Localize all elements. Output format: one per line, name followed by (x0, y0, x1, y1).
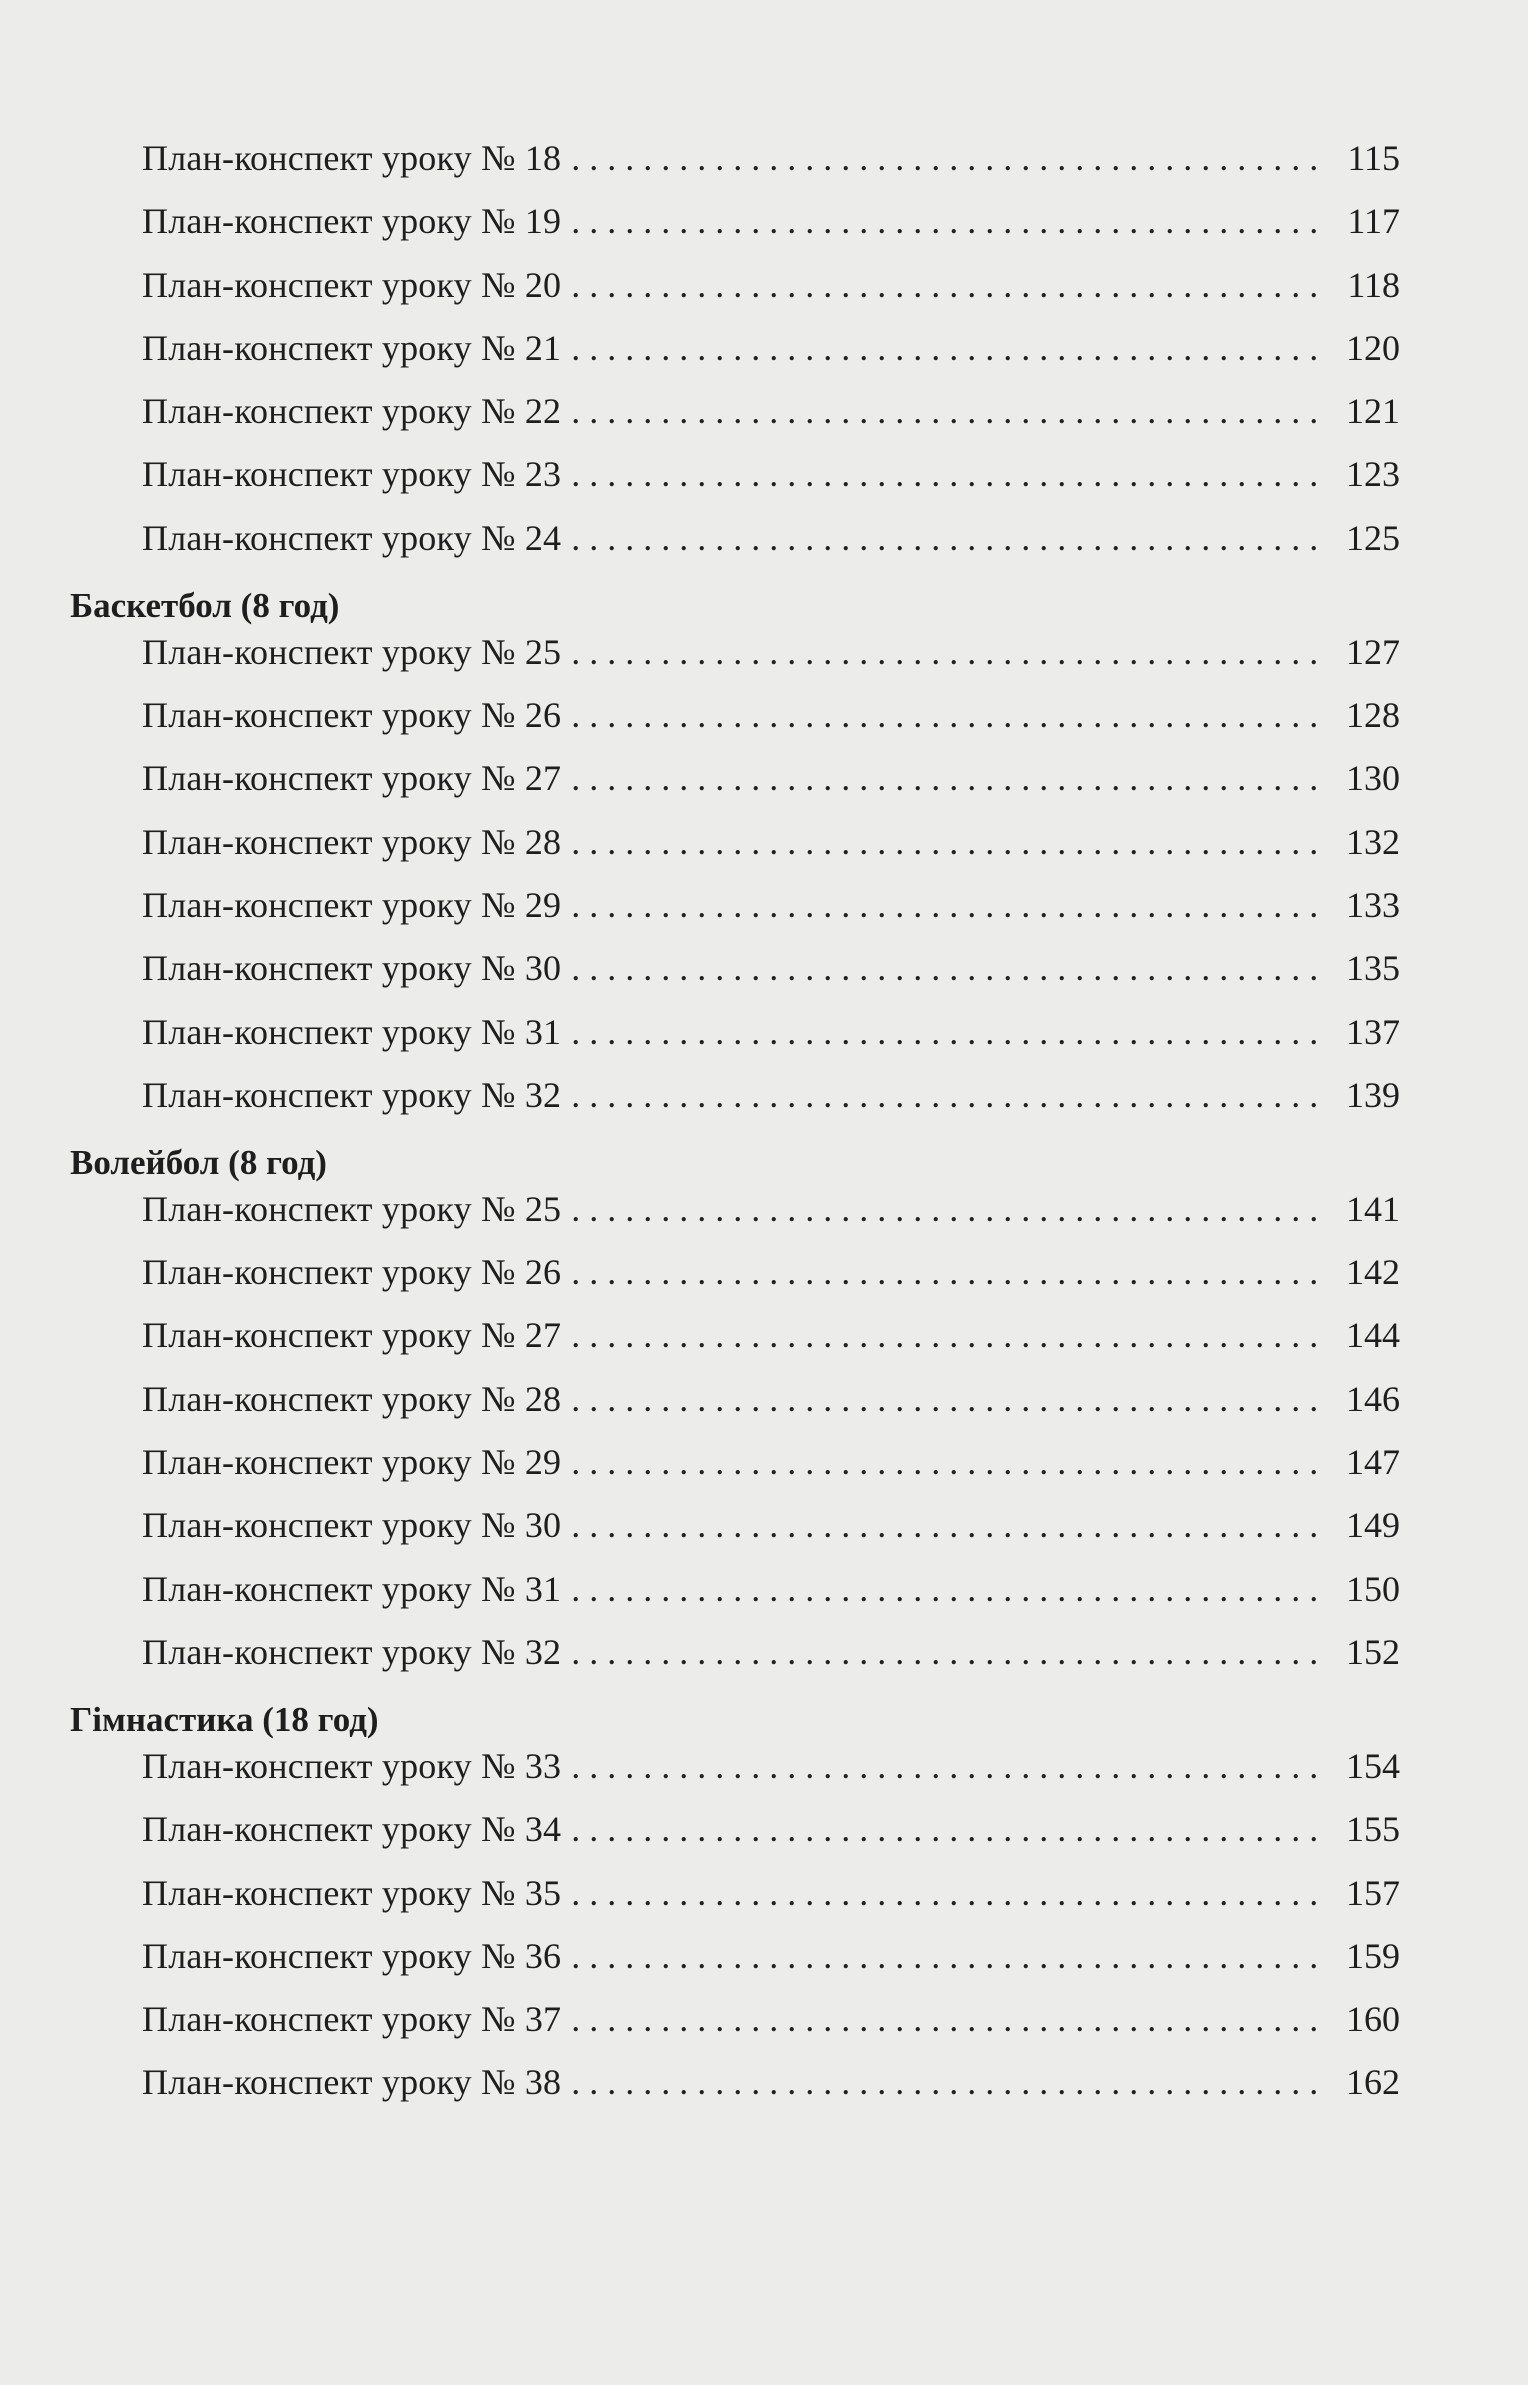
toc-entry (70, 695, 1400, 735)
entry-page-number: 120 (1346, 327, 1400, 368)
entry-page-number: 160 (1346, 1999, 1400, 2040)
toc-entry (70, 1936, 1400, 1976)
toc-section (70, 586, 1400, 1115)
toc-section (70, 1700, 1400, 2102)
toc-entry (70, 1873, 1400, 1913)
dot-leader (571, 1632, 1320, 1672)
toc-entry (70, 518, 1400, 558)
entry-page-number: 133 (1346, 884, 1400, 925)
dot-leader (571, 1379, 1320, 1419)
toc-entry (70, 948, 1400, 988)
dot-leader (571, 1809, 1320, 1849)
entry-page-number: 155 (1346, 1809, 1400, 1850)
entry-page-number: 144 (1346, 1315, 1400, 1356)
entry-title: План-конспект уроку № 28 (142, 821, 562, 862)
dot-leader (571, 454, 1320, 494)
entry-page-number: 146 (1346, 1378, 1400, 1419)
toc-entry (70, 885, 1400, 925)
toc-entry (70, 1189, 1400, 1229)
dot-leader (571, 1012, 1320, 1052)
toc-entry (70, 454, 1400, 494)
dot-leader (571, 822, 1320, 862)
dot-leader (571, 1315, 1320, 1355)
toc-entry (70, 2062, 1400, 2102)
entry-title: План-конспект уроку № 22 (142, 391, 562, 432)
dot-leader (571, 1873, 1320, 1913)
toc-entry (70, 1505, 1400, 1545)
entry-page-number: 139 (1346, 1074, 1400, 1115)
entry-title: План-конспект уроку № 31 (142, 1011, 562, 1052)
entry-page-number: 132 (1346, 821, 1400, 862)
section-heading: Баскетбол (8 год) (70, 585, 340, 625)
entry-page-number: 123 (1346, 454, 1400, 495)
dot-leader (571, 632, 1320, 672)
entry-page-number: 141 (1346, 1188, 1400, 1229)
dot-leader (571, 138, 1320, 178)
entry-title: План-конспект уроку № 20 (142, 264, 562, 305)
toc-section (70, 138, 1400, 558)
dot-leader (571, 391, 1320, 431)
dot-leader (571, 1999, 1320, 2039)
toc-entry (70, 1809, 1400, 1849)
dot-leader (571, 948, 1320, 988)
entry-page-number: 147 (1346, 1442, 1400, 1483)
entry-page-number: 142 (1346, 1252, 1400, 1293)
entry-title: План-конспект уроку № 23 (142, 454, 562, 495)
dot-leader (571, 2062, 1320, 2102)
dot-leader (571, 1075, 1320, 1115)
dot-leader (571, 1442, 1320, 1482)
toc-entry (70, 328, 1400, 368)
dot-leader (571, 328, 1320, 368)
toc-entry (70, 1315, 1400, 1355)
entry-page-number: 150 (1346, 1568, 1400, 1609)
entry-page-number: 115 (1347, 138, 1400, 178)
entry-page-number: 159 (1346, 1935, 1400, 1976)
dot-leader (571, 758, 1320, 798)
entry-title: План-конспект уроку № 28 (142, 1378, 562, 1419)
dot-leader (571, 1505, 1320, 1545)
entry-title: План-конспект уроку № 25 (142, 631, 562, 672)
dot-leader (571, 1252, 1320, 1292)
entry-title: План-конспект уроку № 25 (142, 1188, 562, 1229)
toc-section (70, 1143, 1400, 1672)
toc-entry (70, 265, 1400, 305)
entry-page-number: 152 (1346, 1631, 1400, 1672)
dot-leader (571, 695, 1320, 735)
entry-page-number: 154 (1346, 1745, 1400, 1786)
toc-entry (70, 1442, 1400, 1482)
dot-leader (571, 265, 1320, 305)
dot-leader (571, 1746, 1320, 1786)
toc-entry (70, 1569, 1400, 1609)
section-heading: Гімнастика (18 год) (70, 1699, 379, 1739)
toc-entry (70, 1746, 1400, 1786)
entry-title: План-конспект уроку № 29 (142, 1442, 562, 1483)
entry-title: План-конспект уроку № 34 (142, 1809, 562, 1850)
entry-title: План-конспект уроку № 26 (142, 1252, 562, 1293)
dot-leader (571, 518, 1320, 558)
toc-entry (70, 1379, 1400, 1419)
toc-entry (70, 201, 1400, 241)
toc-entry (70, 1999, 1400, 2039)
toc-entry (70, 138, 1400, 178)
entry-title: План-конспект уроку № 38 (142, 2062, 562, 2103)
entry-title: План-конспект уроку № 37 (142, 1999, 562, 2040)
entry-page-number: 117 (1347, 201, 1400, 242)
entry-title: План-конспект уроку № 21 (142, 327, 562, 368)
toc-entry (70, 1075, 1400, 1115)
entry-page-number: 137 (1346, 1011, 1400, 1052)
toc-entry (70, 1252, 1400, 1292)
entry-title: План-конспект уроку № 27 (142, 1315, 562, 1356)
toc-entry (70, 391, 1400, 431)
entry-title: План-конспект уроку № 32 (142, 1074, 562, 1115)
dot-leader (571, 1936, 1320, 1976)
entry-page-number: 130 (1346, 758, 1400, 799)
entry-title: План-конспект уроку № 36 (142, 1935, 562, 1976)
entry-title: План-конспект уроку № 19 (142, 201, 562, 242)
entry-page-number: 157 (1346, 1872, 1400, 1913)
dot-leader (571, 201, 1320, 241)
entry-page-number: 127 (1346, 631, 1400, 672)
toc-entry (70, 632, 1400, 672)
entry-page-number: 118 (1347, 264, 1400, 305)
entry-page-number: 162 (1346, 2062, 1400, 2103)
dot-leader (571, 885, 1320, 925)
entry-title: План-конспект уроку № 29 (142, 884, 562, 925)
entry-title: План-конспект уроку № 33 (142, 1745, 562, 1786)
dot-leader (571, 1569, 1320, 1609)
entry-title: План-конспект уроку № 35 (142, 1872, 562, 1913)
toc-entry (70, 758, 1400, 798)
entry-page-number: 125 (1346, 517, 1400, 558)
entry-page-number: 128 (1346, 695, 1400, 736)
dot-leader (571, 1189, 1320, 1229)
table-of-contents (70, 138, 1400, 2126)
entry-title: План-конспект уроку № 24 (142, 517, 562, 558)
entry-page-number: 149 (1346, 1505, 1400, 1546)
entry-title: План-конспект уроку № 30 (142, 948, 562, 989)
entry-title: План-конспект уроку № 32 (142, 1631, 562, 1672)
entry-title: План-конспект уроку № 31 (142, 1568, 562, 1609)
entry-page-number: 135 (1346, 948, 1400, 989)
entry-title: План-конспект уроку № 27 (142, 758, 562, 799)
entry-title: План-конспект уроку № 18 (142, 138, 562, 178)
entry-page-number: 121 (1346, 391, 1400, 432)
toc-entry (70, 1012, 1400, 1052)
section-heading: Волейбол (8 год) (70, 1142, 327, 1182)
toc-entry (70, 1632, 1400, 1672)
entry-title: План-конспект уроку № 30 (142, 1505, 562, 1546)
entry-title: План-конспект уроку № 26 (142, 695, 562, 736)
toc-entry (70, 822, 1400, 862)
